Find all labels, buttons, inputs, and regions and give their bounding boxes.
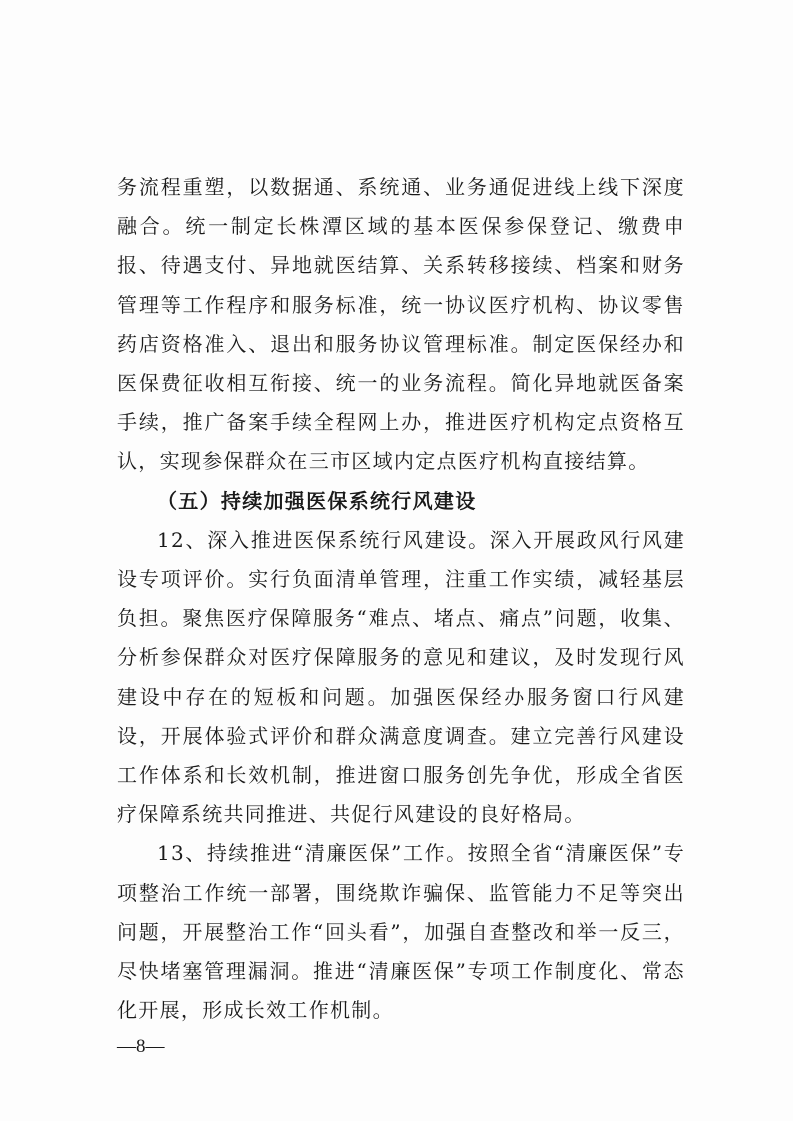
body-text (117, 168, 685, 1030)
paragraph-continued: 务流程重塑，以数据通、系统通、业务通促进线上线下深度融合。统一制定长株潭区域的基本医保参保登记、缴费申报、待遇支付、异地就医结算、关系转移接续、档案和财务管理等工作程序和服务标准，统一协议医疗机构、协议零售药店资格准入、退出和服务协议管理标准。制定医保经办和医保费征收相互衔接、统一的业务流程。简化异地就医备案手续，推广备案手续全程网上办，推进医疗机构定点资格互认，实现参保群众在三市区域内定点医疗机构直接结算。 (117, 175, 685, 474)
section-heading: （五）持续加强医保系统行风建设 (157, 488, 477, 513)
paragraph-item-12: 12、深入推进医保系统行风建设。深入开展政风行风建设专项评价。实行负面清单管理，注重工作实绩，减轻基层负担。聚焦医疗保障服务“难点、堵点、痛点”问题，收集、分析参保群众对医疗保障服务的意见和建议，及时发现行风建设中存在的短板和问题。加强医保经办服务窗口行风建设，开展体验式评价和群众满意度调查。建立完善行风建设工作体系和长效机制，推进窗口服务创先争优，形成全省医疗保障系统共同推进、共促行风建设的良好格局。 (117, 527, 685, 827)
page-number: —8— (117, 1036, 165, 1057)
paragraph-item-13: 13、持续推进“清廉医保”工作。按照全省“清廉医保”专项整治工作统一部署，围绕欺诈骗保、监管能力不足等突出问题，开展整治工作“回头看”，加强自查整改和举一反三，尽快堵塞管理漏洞。推进“清廉医保”专项工作制度化、常态化开展，形成长效工作机制。 (117, 841, 685, 1023)
